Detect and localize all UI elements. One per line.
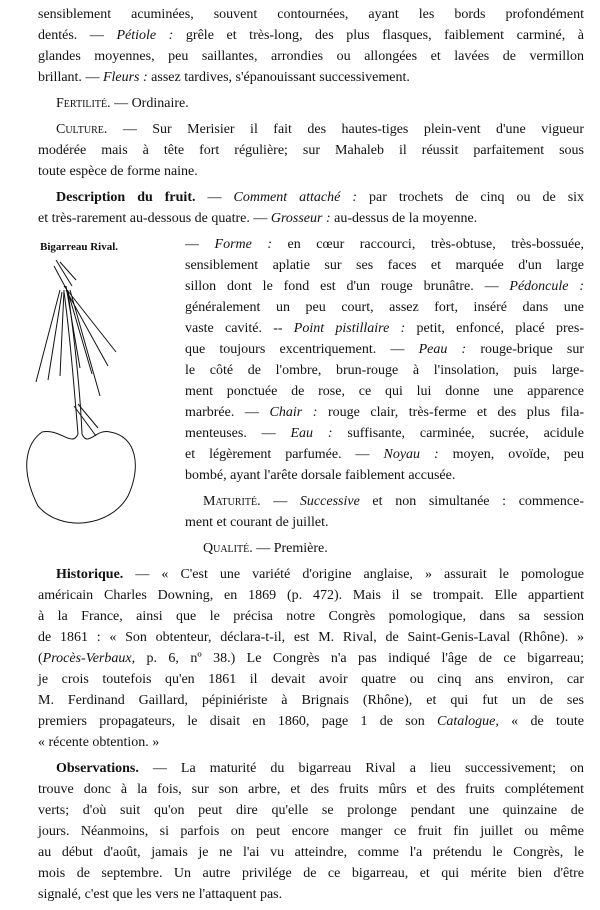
text-run: — [185,237,215,252]
text-line [185,465,584,486]
text-line [38,779,584,800]
text-run: ( [38,651,43,666]
paragraph-leaves-cont [38,4,584,88]
text-run: Point pistillaire : [293,321,406,336]
paragraph-qualite [185,538,584,559]
text-run: Pédoncule : [509,279,584,294]
text-run: Peau : [418,342,467,357]
text-line [38,627,584,648]
text-line [38,648,584,669]
text-line [38,46,584,67]
cherry-illustration [20,256,150,531]
text-run: menteuses. — [185,426,291,441]
paragraph-description [38,187,584,229]
section-heading: Observations. [56,761,139,776]
text-run: rouge-brique sur [466,342,584,357]
text-run: ment ponctuée de rose, ce qui lui donne une apparence [185,384,584,399]
text-run: et non simultanée : commence- [359,494,584,509]
text-run: et très-rarement au-dessous de quatre. — [38,211,271,226]
text-run: marbrée. — [185,405,270,420]
text-run: Catalogue, [437,714,499,729]
text-run: suffisante, carminée, sucrée, acidule [332,426,584,441]
text-line [185,234,584,255]
figure-column [38,234,185,531]
text-line [38,208,584,229]
text-line [38,884,584,905]
text-block-top [38,4,584,229]
paragraph-description-cont [185,234,584,486]
section-heading: Qualité. [203,541,253,556]
figure-row [38,234,584,564]
text-line [38,711,584,732]
text-line [38,564,584,585]
text-run: ment et courant de juillet. [185,515,329,530]
paragraph-maturite [185,491,584,533]
text-run: je crois toutefois qu'en 1861 il devait avoir quatre ou cinq ans environ, car [38,672,584,687]
text-run: p. 6, nº 38.) Le Congrès n'a pas indiqué l'âge de ce bigarreau; [135,651,584,666]
text-line [38,669,584,690]
text-run: rouge clair, très-ferme et des plus fila- [317,405,584,420]
section-heading: Fertilité. [56,96,111,111]
text-line [38,140,584,161]
text-run: trouve donc à la fois, sur son arbre, et des fruits mûrs et des fruits complétement [38,782,584,797]
text-run: dentés. — [38,28,117,43]
text-run: par trochets de cinq ou de six [357,190,585,205]
text-line [185,538,584,559]
text-run: au début d'août, jamais je ne l'ai vu atteindre, comme l'a prétendu le Congrès, le [38,845,584,860]
figure-caption: Bigarreau Rival. [40,241,119,253]
text-run: jours. Néanmoins, si parfois on peut encore manger ce fruit fin juillet ou même [38,824,584,839]
text-run: Eau : [290,426,333,441]
text-run: assez tardives, s'épanouissant successivement. [147,70,410,85]
paragraph-observations [38,758,584,905]
text-line [38,842,584,863]
text-run: — « C'est une variété d'origine anglaise, » assurait le pomologue [123,567,584,582]
text-run: mois de septembre. Un autre privilége de ce bigarreau, et qui mérite bien d'être [38,866,584,881]
text-run: « récente obtention. » [38,735,160,750]
text-run: Pétiole : [116,28,174,43]
text-run: — Sur Merisier il fait des hautes-tiges plein-vent d'une vigueur [107,122,584,137]
text-line [185,297,584,318]
text-run: au-dessus de la moyenne. [330,211,478,226]
text-run: modérée mais à tête fort régulière; sur Mahaleb il réussit parfaitement sous [38,143,584,158]
text-run: — [195,190,234,205]
text-run: Successive [299,494,360,509]
text-run: — La maturité du bigarreau Rival a lieu successivement; on [138,761,584,776]
text-line [185,276,584,297]
text-run: petit, enfoncé, placé pres- [405,321,584,336]
text-run: — Première. [252,541,328,556]
text-run: brillant. — [38,70,103,85]
text-run: vaste cavité. -- [185,321,294,336]
text-run: en cœur raccourci, très-obtuse, très-bossuée, [272,237,584,252]
text-run: verts; d'où suit qu'on peut dire qu'elle se prolonge pendant une quinzaine de [38,803,584,818]
text-line [185,255,584,276]
text-run: et légèrement parfumée. — [185,447,384,462]
description-column [185,234,584,564]
section-heading: Historique. [56,567,124,582]
text-line [38,119,584,140]
text-line [38,67,584,88]
text-line [38,690,584,711]
text-line [38,821,584,842]
text-run: M. Ferdinand Gaillard, pépiniériste à Brignais (Rhône), et qui fut un de ses [38,693,584,708]
section-heading: Description du fruit. [56,190,196,205]
page-text [38,0,584,905]
text-run: que toujours excentriquement. — [185,342,419,357]
text-run: moyen, ovoïde, peu [438,447,584,462]
text-line [38,93,584,114]
text-line [38,732,584,753]
text-run: Noyau : [383,447,439,462]
text-block-bottom [38,564,584,905]
text-run: Forme : [214,237,273,252]
text-line [185,402,584,423]
text-run: généralement un peu court, assez fort, inséré dans une [185,300,584,315]
text-line [38,4,584,25]
text-line [38,187,584,208]
text-line [185,491,584,512]
text-line [38,863,584,884]
text-run: — [260,494,300,509]
text-line [185,381,584,402]
text-line [38,161,584,182]
text-line [38,25,584,46]
section-heading: Maturité. [203,494,261,509]
text-run: de 1861 : « Son obtenteur, déclara-t-il, est M. Rival, de Saint-Genis-Laval (Rhône). » [38,630,584,645]
text-run: grêle et très-long, des plus flasques, faiblement carminé, à [173,28,585,43]
text-line [185,444,584,465]
text-line [38,585,584,606]
text-run: Procès-Verbaux, [42,651,136,666]
text-run: toute espèce de forme naine. [38,164,198,179]
text-run: glandes moyennes, peu saillantes, arrondies ou allongées et lavées de vermillon [38,49,584,64]
text-line [185,512,584,533]
cherry-stalk-leaves [36,260,116,396]
text-run: premiers propagateurs, le disait en 1860, page 1 de son [38,714,438,729]
text-run: bombé, ayant l'arête dorsale faiblement accusée. [185,468,456,483]
text-run: le côté de l'ombre, brun-rouge à l'insolation, puis large- [185,363,584,378]
text-line [38,758,584,779]
text-run: Chair : [269,405,318,420]
paragraph-culture [38,119,584,182]
section-heading: Culture. [56,122,108,137]
text-run: Comment attaché : [233,190,358,205]
text-run: sensiblement acuminées, souvent contournées, ayant les bords profondément [38,7,584,22]
text-line [185,360,584,381]
text-line [185,423,584,444]
text-line [38,606,584,627]
text-run: « de toute [498,714,584,729]
text-run: sillon dont le fond est d'un rouge brunâtre. — [185,279,510,294]
text-run: sensiblement aplatie sur ses faces et marquée d'un large [185,258,584,273]
paragraph-historique [38,564,584,753]
paragraph-fertilite [38,93,584,114]
text-line [185,318,584,339]
text-run: Grosseur : [270,211,331,226]
text-run: — Ordinaire. [110,96,189,111]
text-run: à la France, ainsi que le précisa notre Congrès pomologique, dans sa session [38,609,584,624]
text-run: signalé, c'est que les vers ne l'attaquent pas. [38,887,283,902]
text-run: américain Charles Downing, en 1869 (p. 472). Mais il se trompait. Elle appartient [38,588,584,603]
cherry-fruit [27,431,136,523]
text-run: Fleurs : [102,70,148,85]
text-line [185,339,584,360]
text-line [38,800,584,821]
